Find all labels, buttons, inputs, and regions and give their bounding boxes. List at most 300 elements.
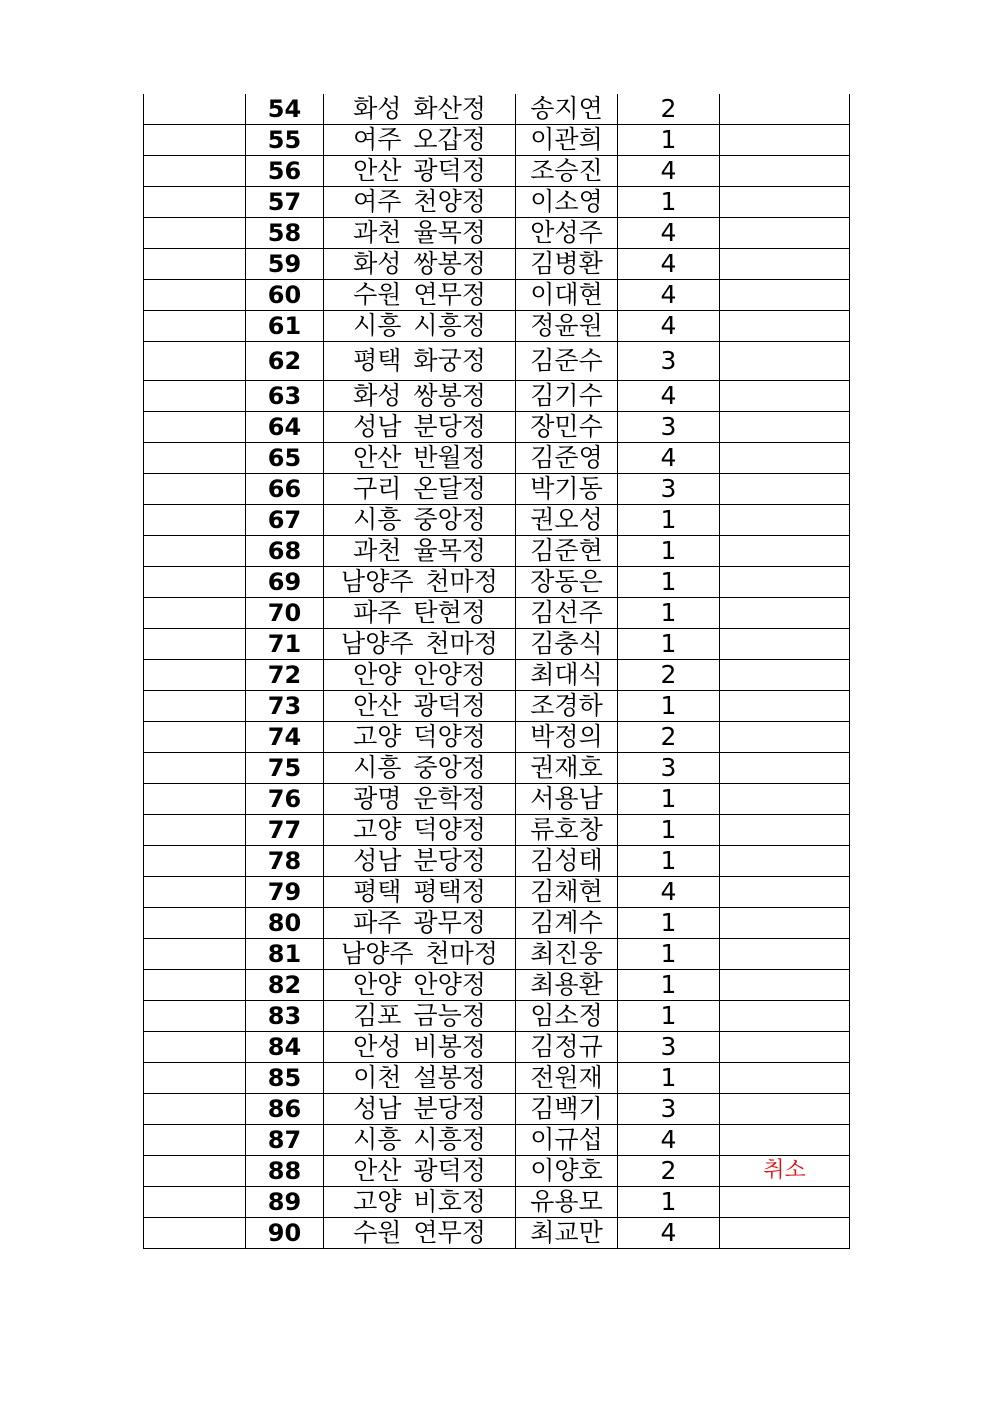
club-cell [324, 443, 516, 474]
note-cell [720, 474, 850, 505]
grade-cell: 1 [618, 125, 720, 156]
grade-cell: 1 [618, 815, 720, 846]
entry-number-cell: 78 [246, 846, 324, 877]
entry-number-cell: 64 [246, 412, 324, 443]
club-city: 이천 [353, 1063, 402, 1092]
blank-cell [144, 598, 246, 629]
club-name: 쌍봉정 [413, 249, 486, 278]
table-row [144, 156, 850, 187]
archer-name-cell: 송지연 [516, 94, 618, 125]
entry-number-cell: 63 [246, 381, 324, 412]
club-name: 쌍봉정 [413, 381, 486, 410]
blank-cell [144, 1063, 246, 1094]
note-cell [720, 1063, 850, 1094]
archer-name-cell: 김채현 [516, 877, 618, 908]
blank-cell [144, 660, 246, 691]
club-name: 설봉정 [413, 1063, 486, 1092]
grade-cell: 1 [618, 939, 720, 970]
grade-cell: 3 [618, 753, 720, 784]
club-name: 광덕정 [413, 1156, 486, 1185]
club-name: 운학정 [413, 784, 486, 813]
note-cell [720, 94, 850, 125]
blank-cell [144, 877, 246, 908]
entry-number-cell: 71 [246, 629, 324, 660]
blank-cell [144, 505, 246, 536]
grade-cell: 1 [618, 970, 720, 1001]
entry-number-cell: 58 [246, 218, 324, 249]
note-cell [720, 722, 850, 753]
club-city: 성남 [353, 412, 402, 441]
club-city: 안산 [353, 1156, 402, 1185]
archer-name-cell: 최대식 [516, 660, 618, 691]
table-row [144, 877, 850, 908]
archer-name-cell: 이대현 [516, 280, 618, 311]
club-name: 비봉정 [413, 1032, 486, 1061]
grade-cell: 1 [618, 567, 720, 598]
club-name: 반월정 [413, 443, 486, 472]
club-cell [324, 1187, 516, 1218]
blank-cell [144, 443, 246, 474]
club-name: 온달정 [413, 474, 486, 503]
entry-number-cell: 68 [246, 536, 324, 567]
blank-cell [144, 412, 246, 443]
note-cell [720, 125, 850, 156]
club-name: 분당정 [413, 1094, 486, 1123]
archer-name-cell: 서용남 [516, 784, 618, 815]
table-row [144, 567, 850, 598]
blank-cell [144, 1125, 246, 1156]
archer-name-cell: 안성주 [516, 218, 618, 249]
club-name: 연무정 [413, 280, 486, 309]
table-row [144, 381, 850, 412]
note-cell [720, 1218, 850, 1249]
table-row [144, 94, 850, 125]
note-cell [720, 567, 850, 598]
blank-cell [144, 280, 246, 311]
archer-name-cell: 조승진 [516, 156, 618, 187]
club-name: 화궁정 [413, 346, 486, 375]
entry-number-cell: 70 [246, 598, 324, 629]
archer-name-cell: 김선주 [516, 598, 618, 629]
club-name: 광무정 [413, 908, 486, 937]
club-city: 과천 [353, 536, 402, 565]
club-name: 광덕정 [413, 156, 486, 185]
club-cell [324, 187, 516, 218]
club-cell [324, 691, 516, 722]
club-cell [324, 218, 516, 249]
table-row [144, 722, 850, 753]
table-row [144, 443, 850, 474]
blank-cell [144, 381, 246, 412]
archer-name-cell: 김병환 [516, 249, 618, 280]
club-name: 천양정 [413, 187, 486, 216]
table-row [144, 753, 850, 784]
grade-cell: 1 [618, 908, 720, 939]
blank-cell [144, 342, 246, 381]
entry-number-cell: 59 [246, 249, 324, 280]
blank-cell [144, 939, 246, 970]
club-name: 탄현정 [413, 598, 486, 627]
club-city: 성남 [353, 846, 402, 875]
roster-table [143, 94, 850, 1249]
grade-cell: 3 [618, 412, 720, 443]
club-city: 화성 [353, 249, 402, 278]
table-row [144, 187, 850, 218]
blank-cell [144, 1156, 246, 1187]
club-city: 남양주 [341, 629, 414, 658]
club-city: 파주 [353, 908, 402, 937]
club-cell [324, 908, 516, 939]
grade-cell: 2 [618, 722, 720, 753]
entry-number-cell: 69 [246, 567, 324, 598]
note-cell [720, 939, 850, 970]
grade-cell: 4 [618, 877, 720, 908]
blank-cell [144, 218, 246, 249]
blank-cell [144, 846, 246, 877]
club-cell [324, 536, 516, 567]
blank-cell [144, 311, 246, 342]
club-name: 금능정 [413, 1001, 486, 1030]
archer-name-cell: 최교만 [516, 1218, 618, 1249]
blank-cell [144, 187, 246, 218]
club-cell [324, 1125, 516, 1156]
note-cell [720, 1094, 850, 1125]
archer-name-cell: 김기수 [516, 381, 618, 412]
table-row [144, 939, 850, 970]
entry-number-cell: 86 [246, 1094, 324, 1125]
note-cell [720, 218, 850, 249]
blank-cell [144, 536, 246, 567]
archer-name-cell: 조경하 [516, 691, 618, 722]
club-cell [324, 94, 516, 125]
grade-cell: 4 [618, 1125, 720, 1156]
club-name: 덕양정 [413, 722, 486, 751]
club-name: 율목정 [413, 218, 486, 247]
archer-name-cell: 전원재 [516, 1063, 618, 1094]
club-city: 화성 [353, 381, 402, 410]
entry-number-cell: 57 [246, 187, 324, 218]
club-city: 여주 [353, 125, 402, 154]
club-city: 평택 [353, 877, 402, 906]
club-city: 시흥 [353, 311, 402, 340]
grade-cell: 4 [618, 249, 720, 280]
table-row [144, 660, 850, 691]
grade-cell: 3 [618, 342, 720, 381]
table-row [144, 784, 850, 815]
blank-cell [144, 1187, 246, 1218]
grade-cell: 1 [618, 1001, 720, 1032]
archer-name-cell: 김성태 [516, 846, 618, 877]
archer-name-cell: 장민수 [516, 412, 618, 443]
club-cell [324, 1156, 516, 1187]
blank-cell [144, 691, 246, 722]
note-cell [720, 1032, 850, 1063]
note-cell [720, 156, 850, 187]
club-city: 김포 [353, 1001, 402, 1030]
note-cell [720, 412, 850, 443]
blank-cell [144, 125, 246, 156]
entry-number-cell: 75 [246, 753, 324, 784]
entry-number-cell: 89 [246, 1187, 324, 1218]
blank-cell [144, 249, 246, 280]
grade-cell: 1 [618, 505, 720, 536]
table-row [144, 691, 850, 722]
club-city: 과천 [353, 218, 402, 247]
note-cell [720, 536, 850, 567]
archer-name-cell: 이규섭 [516, 1125, 618, 1156]
grade-cell: 4 [618, 280, 720, 311]
note-cell [720, 443, 850, 474]
entry-number-cell: 79 [246, 877, 324, 908]
table-row [144, 249, 850, 280]
archer-name-cell: 권재호 [516, 753, 618, 784]
grade-cell: 1 [618, 691, 720, 722]
entry-number-cell: 77 [246, 815, 324, 846]
entry-number-cell: 56 [246, 156, 324, 187]
club-city: 여주 [353, 187, 402, 216]
entry-number-cell: 67 [246, 505, 324, 536]
table-row [144, 1094, 850, 1125]
club-name: 천마정 [425, 939, 498, 968]
table-row [144, 970, 850, 1001]
club-cell [324, 505, 516, 536]
note-cell [720, 342, 850, 381]
club-cell [324, 1032, 516, 1063]
club-city: 수원 [353, 280, 402, 309]
note-cell [720, 629, 850, 660]
grade-cell: 1 [618, 598, 720, 629]
grade-cell: 4 [618, 443, 720, 474]
table-row [144, 598, 850, 629]
grade-cell: 1 [618, 784, 720, 815]
archer-name-cell: 김정규 [516, 1032, 618, 1063]
club-cell [324, 629, 516, 660]
club-cell [324, 156, 516, 187]
club-name: 덕양정 [413, 815, 486, 844]
blank-cell [144, 474, 246, 505]
table-row [144, 412, 850, 443]
archer-name-cell: 김준수 [516, 342, 618, 381]
club-cell [324, 1218, 516, 1249]
table-row [144, 1125, 850, 1156]
blank-cell [144, 1001, 246, 1032]
club-city: 수원 [353, 1218, 402, 1247]
archer-name-cell: 권오성 [516, 505, 618, 536]
note-cell [720, 381, 850, 412]
entry-number-cell: 72 [246, 660, 324, 691]
club-name: 화산정 [413, 94, 486, 123]
club-cell [324, 342, 516, 381]
club-name: 비호정 [413, 1187, 486, 1216]
archer-name-cell: 유용모 [516, 1187, 618, 1218]
club-cell [324, 1094, 516, 1125]
club-cell [324, 970, 516, 1001]
club-city: 안양 [353, 660, 402, 689]
blank-cell [144, 784, 246, 815]
blank-cell [144, 722, 246, 753]
blank-cell [144, 1218, 246, 1249]
club-cell [324, 877, 516, 908]
club-cell [324, 753, 516, 784]
entry-number-cell: 76 [246, 784, 324, 815]
entry-number-cell: 88 [246, 1156, 324, 1187]
table-row [144, 908, 850, 939]
club-cell [324, 125, 516, 156]
grade-cell: 1 [618, 629, 720, 660]
archer-name-cell: 최진웅 [516, 939, 618, 970]
note-cell [720, 1125, 850, 1156]
club-cell [324, 1063, 516, 1094]
entry-number-cell: 87 [246, 1125, 324, 1156]
club-name: 분당정 [413, 846, 486, 875]
table-row [144, 125, 850, 156]
club-city: 성남 [353, 1094, 402, 1123]
entry-number-cell: 60 [246, 280, 324, 311]
note-cell [720, 815, 850, 846]
entry-number-cell: 90 [246, 1218, 324, 1249]
blank-cell [144, 908, 246, 939]
entry-number-cell: 65 [246, 443, 324, 474]
blank-cell [144, 970, 246, 1001]
entry-number-cell: 74 [246, 722, 324, 753]
club-name: 중앙정 [413, 505, 486, 534]
club-city: 화성 [353, 94, 402, 123]
entry-number-cell: 85 [246, 1063, 324, 1094]
grade-cell: 1 [618, 1063, 720, 1094]
club-city: 안산 [353, 156, 402, 185]
club-cell [324, 939, 516, 970]
table-row [144, 1063, 850, 1094]
club-city: 평택 [353, 346, 402, 375]
table-row [144, 1156, 850, 1187]
entry-number-cell: 61 [246, 311, 324, 342]
note-cell [720, 598, 850, 629]
blank-cell [144, 629, 246, 660]
note-cell [720, 784, 850, 815]
club-city: 시흥 [353, 753, 402, 782]
grade-cell: 1 [618, 536, 720, 567]
club-name: 안양정 [413, 970, 486, 999]
grade-cell: 3 [618, 1094, 720, 1125]
archer-name-cell: 김계수 [516, 908, 618, 939]
club-cell [324, 412, 516, 443]
club-city: 시흥 [353, 505, 402, 534]
grade-cell: 2 [618, 94, 720, 125]
club-city: 안산 [353, 443, 402, 472]
note-cell [720, 970, 850, 1001]
club-city: 안산 [353, 691, 402, 720]
note-cell: 취소 [720, 1156, 850, 1187]
club-cell [324, 815, 516, 846]
entry-number-cell: 55 [246, 125, 324, 156]
club-name: 시흥정 [413, 1125, 486, 1154]
grade-cell: 4 [618, 218, 720, 249]
table-row [144, 474, 850, 505]
table-row [144, 1001, 850, 1032]
note-cell [720, 249, 850, 280]
blank-cell [144, 567, 246, 598]
table-row [144, 218, 850, 249]
club-name: 안양정 [413, 660, 486, 689]
entry-number-cell: 62 [246, 342, 324, 381]
archer-name-cell: 이양호 [516, 1156, 618, 1187]
grade-cell: 3 [618, 1032, 720, 1063]
entry-number-cell: 81 [246, 939, 324, 970]
grade-cell: 3 [618, 474, 720, 505]
note-cell [720, 753, 850, 784]
archer-name-cell: 김충식 [516, 629, 618, 660]
table-row [144, 280, 850, 311]
club-cell [324, 249, 516, 280]
note-cell [720, 908, 850, 939]
club-city: 광명 [353, 784, 402, 813]
club-name: 천마정 [425, 567, 498, 596]
club-city: 남양주 [341, 567, 414, 596]
table-row [144, 311, 850, 342]
grade-cell: 4 [618, 156, 720, 187]
club-cell [324, 1001, 516, 1032]
table-row [144, 629, 850, 660]
archer-name-cell: 이관희 [516, 125, 618, 156]
grade-cell: 4 [618, 1218, 720, 1249]
club-name: 평택정 [413, 877, 486, 906]
club-cell [324, 660, 516, 691]
archer-name-cell: 김준현 [516, 536, 618, 567]
roster-table-body [144, 94, 850, 1249]
blank-cell [144, 94, 246, 125]
note-cell [720, 311, 850, 342]
club-name: 연무정 [413, 1218, 486, 1247]
blank-cell [144, 753, 246, 784]
club-city: 고양 [353, 722, 402, 751]
club-city: 시흥 [353, 1125, 402, 1154]
table-row [144, 1032, 850, 1063]
archer-name-cell: 류호창 [516, 815, 618, 846]
club-cell [324, 784, 516, 815]
grade-cell: 1 [618, 1187, 720, 1218]
club-name: 시흥정 [413, 311, 486, 340]
club-name: 오갑정 [413, 125, 486, 154]
grade-cell: 2 [618, 660, 720, 691]
grade-cell: 4 [618, 381, 720, 412]
entry-number-cell: 73 [246, 691, 324, 722]
club-name: 중앙정 [413, 753, 486, 782]
club-name: 광덕정 [413, 691, 486, 720]
blank-cell [144, 1032, 246, 1063]
note-cell [720, 846, 850, 877]
club-city: 구리 [353, 474, 402, 503]
club-cell [324, 598, 516, 629]
club-cell [324, 567, 516, 598]
club-cell [324, 311, 516, 342]
club-cell [324, 846, 516, 877]
archer-name-cell: 박기동 [516, 474, 618, 505]
grade-cell: 2 [618, 1156, 720, 1187]
table-row [144, 1187, 850, 1218]
note-cell [720, 691, 850, 722]
grade-cell: 4 [618, 311, 720, 342]
archer-name-cell: 김준영 [516, 443, 618, 474]
table-row [144, 505, 850, 536]
club-city: 안성 [353, 1032, 402, 1061]
note-cell [720, 1001, 850, 1032]
blank-cell [144, 1094, 246, 1125]
entry-number-cell: 84 [246, 1032, 324, 1063]
club-city: 안양 [353, 970, 402, 999]
club-city: 파주 [353, 598, 402, 627]
club-city: 고양 [353, 815, 402, 844]
table-row [144, 846, 850, 877]
